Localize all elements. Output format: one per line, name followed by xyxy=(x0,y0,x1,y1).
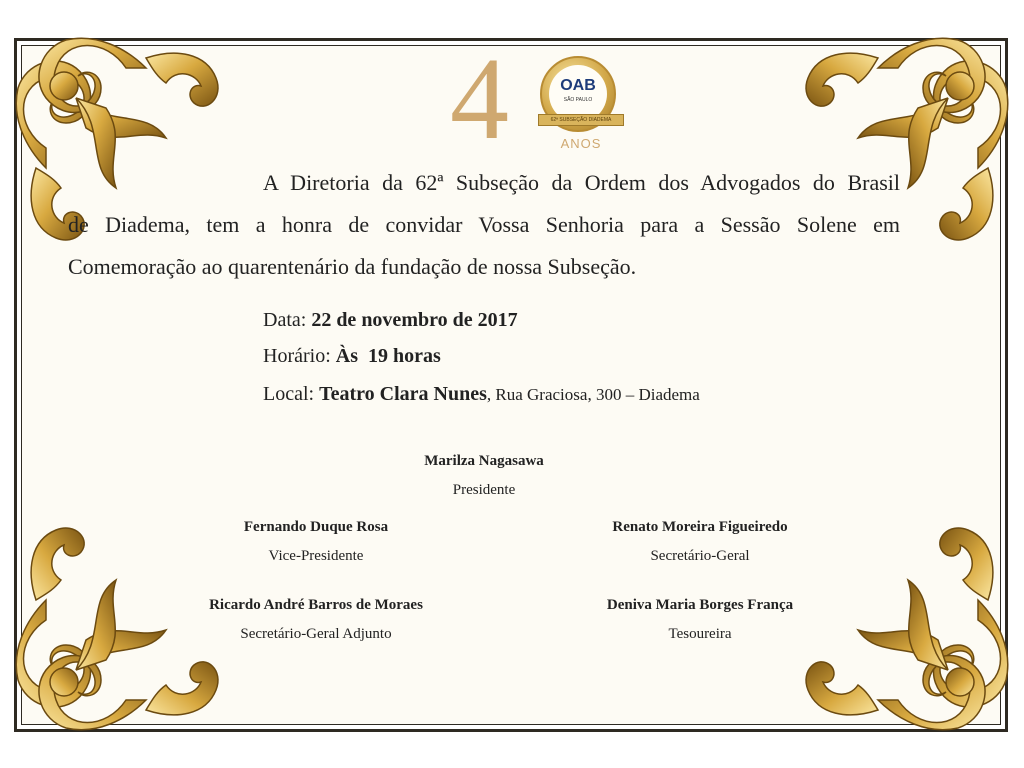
invitation-line-3: Comemoração ao quarentenário da fundação de nossa Subseção. xyxy=(68,254,637,279)
local-address: , Rua Graciosa, 300 – Diadema xyxy=(486,385,700,404)
local-label: Local: xyxy=(263,383,315,405)
event-location xyxy=(263,384,700,404)
time-value: Às 19 horas xyxy=(335,345,441,367)
signatory-role: Secretário-Geral xyxy=(650,548,750,564)
anniversary-logo xyxy=(450,33,630,164)
signatory-vice-president xyxy=(166,520,466,564)
signatory-role: Vice-Presidente xyxy=(268,548,364,564)
invitation-line-1: A Diretoria da 62ª Subseção da Ordem dos Advogados do Brasil xyxy=(263,170,900,195)
date-value: 22 de novembro de 2017 xyxy=(311,309,518,331)
signatory-role: Secretário-Geral Adjunto xyxy=(240,626,392,642)
signatory-name: Renato Moreira Figueiredo xyxy=(612,519,788,535)
signatory-role: Presidente xyxy=(452,482,516,498)
oab-seal xyxy=(540,56,616,132)
logo-anos: ANOS xyxy=(560,136,602,151)
seal-brand: OAB xyxy=(560,77,596,94)
signatory-name: Deniva Maria Borges França xyxy=(606,597,794,613)
local-venue: Teatro Clara Nunes xyxy=(319,383,487,405)
signatory-name: Fernando Duque Rosa xyxy=(243,519,389,535)
event-date xyxy=(263,310,518,330)
invitation-line-2: de Diadema, tem a honra de convidar Vossa Senhoria para a Sessão Solene em xyxy=(68,212,900,237)
date-label: Data: xyxy=(263,309,307,331)
time-label: Horário: xyxy=(263,345,331,367)
signatory-president xyxy=(334,454,634,498)
signatory-deputy-secretary xyxy=(166,598,466,642)
seal-region: SÃO PAULO xyxy=(563,97,593,103)
signatory-secretary-general xyxy=(550,520,850,564)
seal-ribbon: 62ª SUBSEÇÃO DIADEMA xyxy=(538,114,624,126)
event-time xyxy=(263,346,441,366)
signatory-treasurer xyxy=(550,598,850,642)
signatory-name: Ricardo André Barros de Moraes xyxy=(209,597,423,613)
signatory-role: Tesoureira xyxy=(668,626,732,642)
logo-number: 4 xyxy=(450,33,509,164)
signatory-name: Marilza Nagasawa xyxy=(424,453,544,469)
